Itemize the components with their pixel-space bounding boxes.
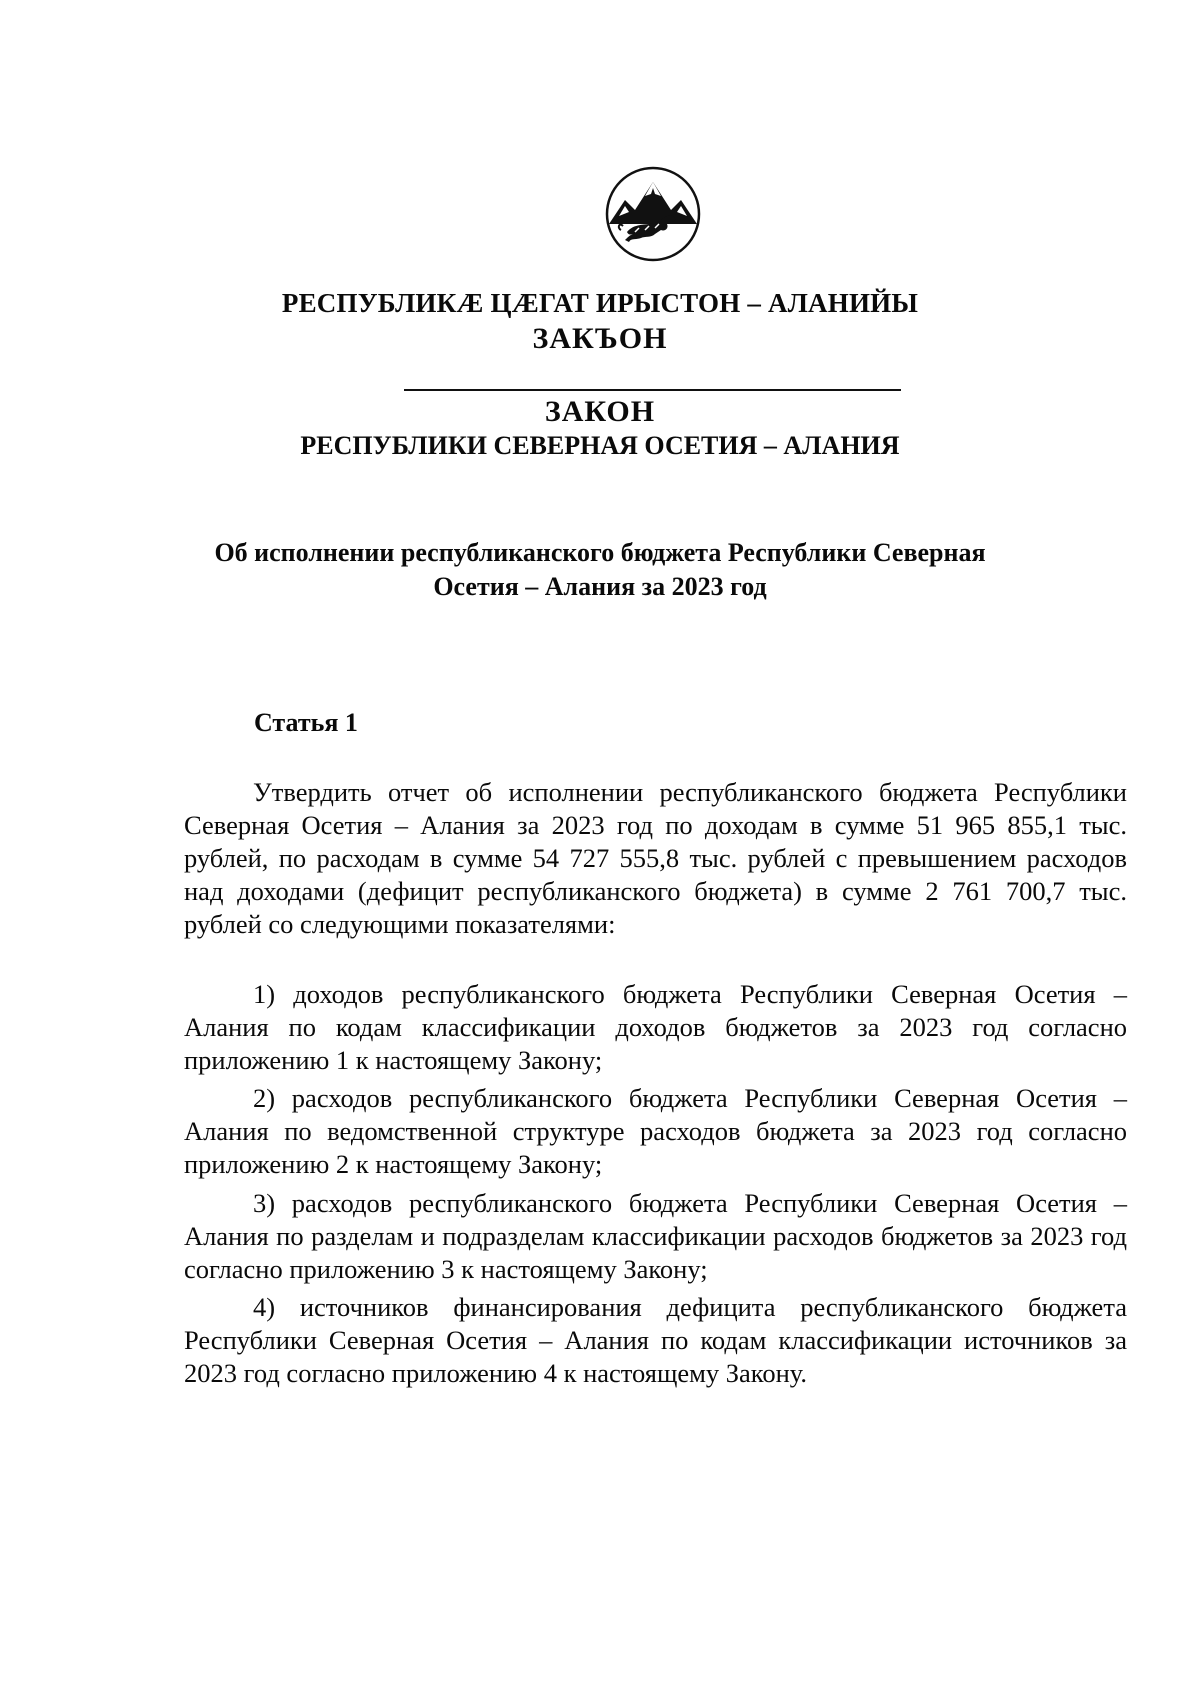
article-item-3: 3) расходов республиканского бюджета Республики Северная Осетия – Алания по разделам и подразделам классификации расходов бюджетов за 2023 год согласно приложению 3 к настоящему Закону; xyxy=(184,1188,1127,1284)
article-item-2: 2) расходов республиканского бюджета Республики Северная Осетия – Алания по ведомственной структуре расходов бюджета за 2023 год согласно приложению 2 к настоящему Закону; xyxy=(184,1083,1127,1179)
law-title-line-2: Осетия – Алания за 2023 год xyxy=(433,572,767,601)
header-divider xyxy=(404,389,901,391)
header-russian-republic: РЕСПУБЛИКИ СЕВЕРНАЯ ОСЕТИЯ – АЛАНИЯ xyxy=(300,431,900,460)
header-ossetian-law: ЗАКЪОН xyxy=(532,322,668,355)
article-item-1: 1) доходов республиканского бюджета Республики Северная Осетия – Алания по кодам классификации доходов бюджетов за 2023 год согласно приложению 1 к настоящему Закону; xyxy=(184,979,1127,1075)
law-title-line-1: Об исполнении республиканского бюджета Республики Северная xyxy=(214,538,986,567)
coat-of-arms-icon xyxy=(605,166,701,262)
article-heading: Статья 1 xyxy=(254,708,358,737)
article-item-4: 4) источников финансирования дефицита республиканского бюджета Республики Северная Осетия – Алания по кодам классификации источников за 2023 год согласно приложению 4 к настоящему Закону. xyxy=(184,1292,1127,1388)
header-russian-law: ЗАКОН xyxy=(544,395,656,428)
article-paragraph-intro: Утвердить отчет об исполнении республиканского бюджета Республики Северная Осетия – Алания за 2023 год по доходам в сумме 51 965 855,1 тыс. рублей, по расходам в сумме 54 727 555,8 тыс. рублей с превышением расходов над доходами (дефицит республиканского бюджета) в сумме 2 761 700,7 тыс. рублей со следующими показателями: xyxy=(184,777,1127,939)
header-ossetian-republic: РЕСПУБЛИКӔ ЦӔГАТ ИРЫСТОН – АЛАНИЙЫ xyxy=(281,288,919,318)
